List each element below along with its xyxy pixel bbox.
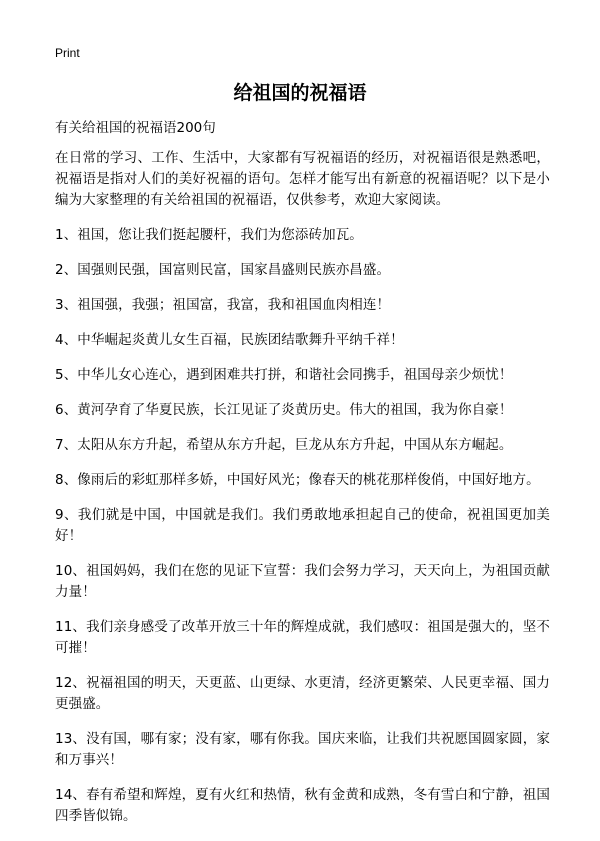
list-item-text: 我们就是中国，中国就是我们。我们勇敢地承担起自己的使命，祝祖国更加美好！ [55, 507, 550, 544]
list-item-text: 春有希望和辉煌，夏有火红和热情，秋有金黄和成熟，冬有雪白和宁静，祖国四季皆似锦。 [55, 787, 550, 824]
list-item-number: 10、 [55, 563, 87, 579]
list-item-number: 9、 [55, 507, 78, 523]
print-link[interactable]: Print [55, 46, 80, 60]
list-item [55, 673, 550, 715]
page-title: 给祖国的祝福语 [233, 82, 367, 104]
blessing-list [55, 225, 550, 827]
list-item [55, 260, 550, 281]
list-item-number: 7、 [55, 437, 78, 453]
list-item-number: 12、 [55, 675, 87, 691]
list-item-text: 祖国，您让我们挺起腰杆，我们为您添砖加瓦。 [77, 227, 363, 243]
list-item-number: 3、 [55, 297, 78, 313]
document-subtitle: 有关给祖国的祝福语200句 [55, 120, 216, 136]
list-item [55, 365, 550, 386]
list-item-text: 我们亲身感受了改革开放三十年的辉煌成就，我们感叹：祖国是强大的，坚不可摧！ [55, 619, 550, 656]
list-item-text: 祖国妈妈，我们在您的见证下宣誓：我们会努力学习，天天向上，为祖国贡献力量！ [55, 563, 550, 600]
list-item [55, 400, 550, 421]
intro-paragraph: 在日常的学习、工作、生活中，大家都有写祝福语的经历，对祝福语很是熟悉吧，祝福语是指对人们的美好祝福的语句。怎样才能写出有新意的祝福语呢？以下是小编为大家整理的有关给祖国的祝福语，仅供参考，欢迎大家阅读。 [55, 150, 550, 208]
list-item-text: 祖国强，我强；祖国富，我富，我和祖国血肉相连！ [77, 297, 391, 313]
list-item-number: 6、 [55, 402, 78, 418]
list-item [55, 330, 550, 351]
list-item-number: 14、 [55, 787, 87, 803]
list-item [55, 295, 550, 316]
list-item-text: 像雨后的彩虹那样多娇，中国好风光；像春天的桃花那样俊俏，中国好地方。 [77, 472, 540, 488]
list-item-text: 黄河孕育了华夏民族，长江见证了炎黄历史。伟大的祖国，我为你自豪！ [77, 402, 513, 418]
list-item-text: 中华崛起炎黄儿女生百福，民族团结歌舞升平纳千祥！ [77, 332, 404, 348]
list-item [55, 470, 550, 491]
list-item [55, 785, 550, 827]
list-item-number: 1、 [55, 227, 78, 243]
list-item-text: 中华儿女心连心，遇到困难共打拼，和谐社会同携手，祖国母亲少烦忧！ [77, 367, 513, 383]
list-item [55, 225, 550, 246]
list-item-number: 2、 [55, 262, 78, 278]
list-item-number: 13、 [55, 731, 87, 747]
list-item [55, 435, 550, 456]
list-item-text: 没有国，哪有家；没有家，哪有你我。国庆来临，让我们共祝愿国圆家圆，家和万事兴！ [55, 731, 550, 768]
list-item-text: 祝福祖国的明天，天更蓝、山更绿、水更清，经济更繁荣、人民更幸福、国力更强盛。 [55, 675, 550, 712]
list-item [55, 561, 550, 603]
list-item [55, 617, 550, 659]
list-item-text: 太阳从东方升起，希望从东方升起，巨龙从东方升起，中国从东方崛起。 [77, 437, 513, 453]
list-item-number: 11、 [55, 619, 87, 635]
list-item-number: 5、 [55, 367, 78, 383]
document-body [55, 148, 550, 841]
list-item [55, 505, 550, 547]
list-item-number: 4、 [55, 332, 78, 348]
list-item [55, 729, 550, 771]
list-item-text: 国强则民强，国富则民富，国家昌盛则民族亦昌盛。 [77, 262, 391, 278]
list-item-number: 8、 [55, 472, 78, 488]
